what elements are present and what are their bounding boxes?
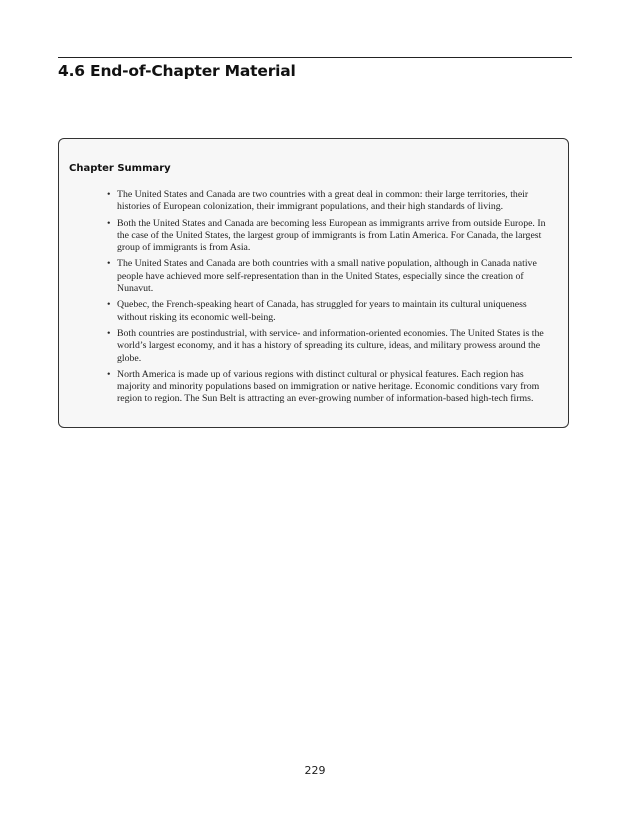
summary-item — [108, 189, 546, 214]
summary-item-text: Both countries are postindustrial, with service- and information-oriented economies. The United States is the world’s largest economy, and it has a history of spreading its culture, ideas, and military prowess around the globe. — [117, 327, 544, 364]
summary-item — [108, 328, 546, 365]
summary-item-text: North America is made up of various regions with distinct cultural or physical features. Each region has majority and minority populations based on immigration or native heritage. Economic conditions vary from region to region. The Sun Belt is attracting an ever-growing number of information-based high-tech firms. — [117, 368, 540, 405]
chapter-summary-title: Chapter Summary — [69, 163, 171, 174]
bullet-icon: • — [107, 299, 111, 311]
summary-item — [108, 218, 546, 255]
summary-item-text: The United States and Canada are both countries with a small native population, although in Canada native people have achieved more self-representation than in the United States, especially since the creation of Nunavut. — [117, 258, 537, 295]
bullet-icon: • — [107, 368, 111, 380]
bullet-icon: • — [107, 217, 111, 229]
summary-item-text: Both the United States and Canada are becoming less European as immigrants arrive from outside Europe. In the case of the United States, the largest group of immigrants is from Latin America. For Canada, the largest group of immigrants is from Asia. — [117, 217, 546, 254]
summary-item — [108, 369, 546, 406]
bullet-icon: • — [107, 327, 111, 339]
summary-item-text: Quebec, the French-speaking heart of Canada, has struggled for years to maintain its cultural uniqueness without risking its economic well-being. — [117, 299, 527, 323]
chapter-summary-box — [58, 138, 569, 428]
page-number: 229 — [304, 764, 326, 777]
section-top-rule — [58, 57, 572, 58]
bullet-icon: • — [107, 189, 111, 200]
summary-item — [108, 258, 546, 295]
section-heading: 4.6 End-of-Chapter Material — [58, 62, 296, 80]
summary-item-text: The United States and Canada are two countries with a great deal in common: their large territories, their histories of European colonization, their immigrant populations, and their high standards of living. — [117, 189, 529, 213]
summary-item — [108, 299, 546, 324]
bullet-icon: • — [107, 258, 111, 270]
chapter-summary-list — [69, 189, 558, 406]
